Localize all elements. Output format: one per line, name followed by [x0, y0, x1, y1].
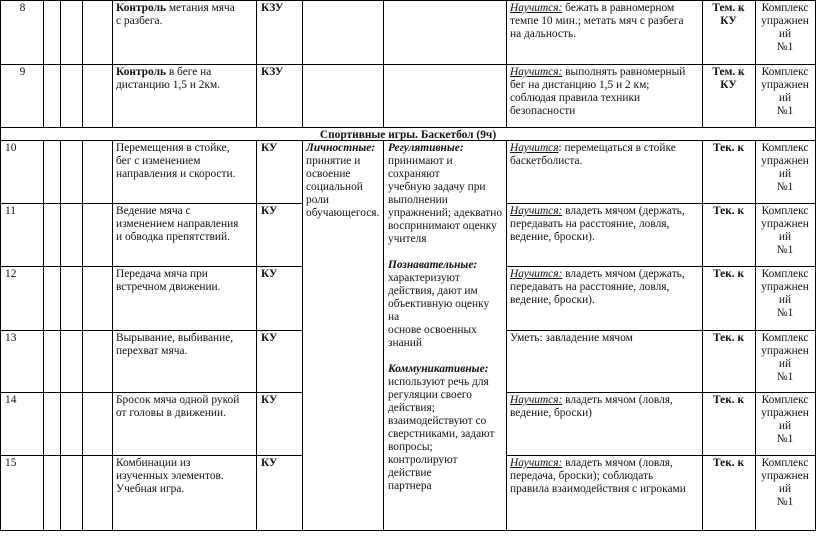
- outcome-text: бежать в равномерном темпе 10 мин.; метать мяч с разбега на дальность.: [510, 2, 684, 40]
- lesson-type: КУ: [261, 205, 278, 217]
- homework: Комплекс упражнен ий №1: [761, 142, 809, 193]
- outcome-text: владеть мячом (держать, передавать на расстояние, ловля, ведение, броски).: [510, 268, 685, 306]
- outcome-text: владеть мячом (ловля, передача, броски); соблюдать правила взаимодействия с игроками: [510, 457, 686, 495]
- lesson-topic: Бросок мяча одной рукой от головы в движении.: [116, 394, 240, 419]
- cognitive-label: Познавательные:: [388, 259, 478, 271]
- outcome-lead: Научится:: [510, 66, 563, 78]
- control-type: Тем. к КУ: [712, 2, 745, 27]
- row-number: 12: [5, 268, 17, 280]
- lesson-type: КУ: [261, 332, 278, 344]
- topic-lead: Контроль: [116, 2, 166, 14]
- control-type: Тек. к: [712, 268, 745, 280]
- lesson-topic: [113, 1, 255, 29]
- learning-outcome: [507, 456, 702, 497]
- lesson-type: КЗУ: [261, 2, 284, 14]
- regulative-label: Регулятивные:: [388, 142, 464, 154]
- homework: Комплекс упражнен ий №1: [761, 205, 809, 256]
- row-number: 14: [5, 394, 17, 406]
- communicative-label: Коммуникативные:: [388, 363, 489, 375]
- outcome-text: владеть мячом (держать, передавать на расстояние, ловля, ведение, броски).: [510, 205, 685, 243]
- control-type: Тек. к: [712, 457, 745, 469]
- homework: Комплекс упражнен ий №1: [761, 2, 809, 53]
- homework: Комплекс упражнен ий №1: [761, 66, 809, 117]
- outcome-text: : перемещаться в стойке баскетболиста.: [510, 142, 676, 167]
- topic-text: метания мяча с разбега.: [116, 2, 235, 27]
- homework: Комплекс упражнен ий №1: [761, 457, 809, 508]
- outcome-lead: Научится:: [510, 2, 563, 14]
- learning-outcome: [507, 1, 702, 42]
- learning-outcome: [507, 141, 702, 169]
- lesson-type: КУ: [261, 142, 278, 154]
- control-type: Тек. к: [712, 142, 745, 154]
- homework: Комплекс упражнен ий №1: [761, 394, 809, 445]
- cognitive-text: характеризуют действия, дают им объективную оценку на основе освоенных знаний: [388, 272, 490, 349]
- row-number: 10: [5, 142, 17, 154]
- lesson-topic: [113, 65, 255, 93]
- lesson-type: КУ: [261, 394, 278, 406]
- communicative-text: используют речь для регуляции своего действия; взаимодействуют со сверстниками, задают вопросы; контролируют действие партнера: [388, 376, 495, 492]
- outcome-lead: Научится:: [510, 457, 563, 469]
- personal-text: принятие и освоение социальной роли обучающегося.: [306, 155, 380, 219]
- learning-outcome: [507, 331, 702, 346]
- regulative-text: принимают и сохраняют учебную задачу при выполнении упражнений; адекватно воспринимают оценку учителя: [388, 155, 503, 245]
- control-type: Тек. к: [712, 394, 745, 406]
- outcome-lead: Научится:: [510, 394, 563, 406]
- outcome-text: Уметь: завладение мячом: [510, 332, 633, 344]
- outcome-lead: Научится: [510, 142, 559, 154]
- homework: Комплекс упражнен ий №1: [761, 268, 809, 319]
- row-number: 9: [19, 66, 26, 78]
- metasubject-outcomes: [385, 141, 506, 494]
- outcome-text: владеть мячом (ловля, ведение, броски): [510, 394, 673, 419]
- row-number: 8: [19, 2, 26, 14]
- row-number: 11: [5, 205, 16, 217]
- outcome-text: выполнять равномерный бег на дистанцию 1,5 и 2 км; соблюдая правила техники безопасности: [510, 66, 686, 117]
- lesson-topic: Перемещения в стойке, бег с изменением направления и скорости.: [116, 142, 236, 180]
- lesson-topic: Ведение мяча с изменением направления и обводка препятствий.: [116, 205, 239, 243]
- lesson-type: КУ: [261, 457, 278, 469]
- learning-outcome: [507, 393, 702, 421]
- lesson-topic: Комбинации из изученных элементов. Учебная игра.: [116, 457, 224, 495]
- topic-lead: Контроль: [116, 66, 166, 78]
- learning-outcome: [507, 267, 702, 308]
- learning-outcome: [507, 204, 702, 245]
- personal-outcomes: [303, 141, 381, 221]
- learning-outcome: [507, 65, 702, 119]
- section-title: Спортивные игры. Баскетбол (9ч): [319, 129, 497, 141]
- lesson-topic: Вырывание, выбивание, перехват мяча.: [116, 332, 234, 357]
- outcome-lead: Научится:: [510, 268, 563, 280]
- control-type: Тем. к КУ: [712, 66, 745, 91]
- topic-text: в беге на дистанцию 1,5 и 2км.: [116, 66, 221, 91]
- outcome-lead: Научится:: [510, 205, 563, 217]
- lesson-topic: Передача мяча при встречном движении.: [116, 268, 221, 293]
- control-type: Тек. к: [712, 205, 745, 217]
- personal-label: Личностные:: [306, 142, 376, 154]
- lesson-type: КЗУ: [261, 66, 284, 78]
- control-type: Тек. к: [712, 332, 745, 344]
- homework: Комплекс упражнен ий №1: [761, 332, 809, 383]
- row-number: 15: [5, 457, 17, 469]
- row-number: 13: [5, 332, 17, 344]
- lesson-type: КУ: [261, 268, 278, 280]
